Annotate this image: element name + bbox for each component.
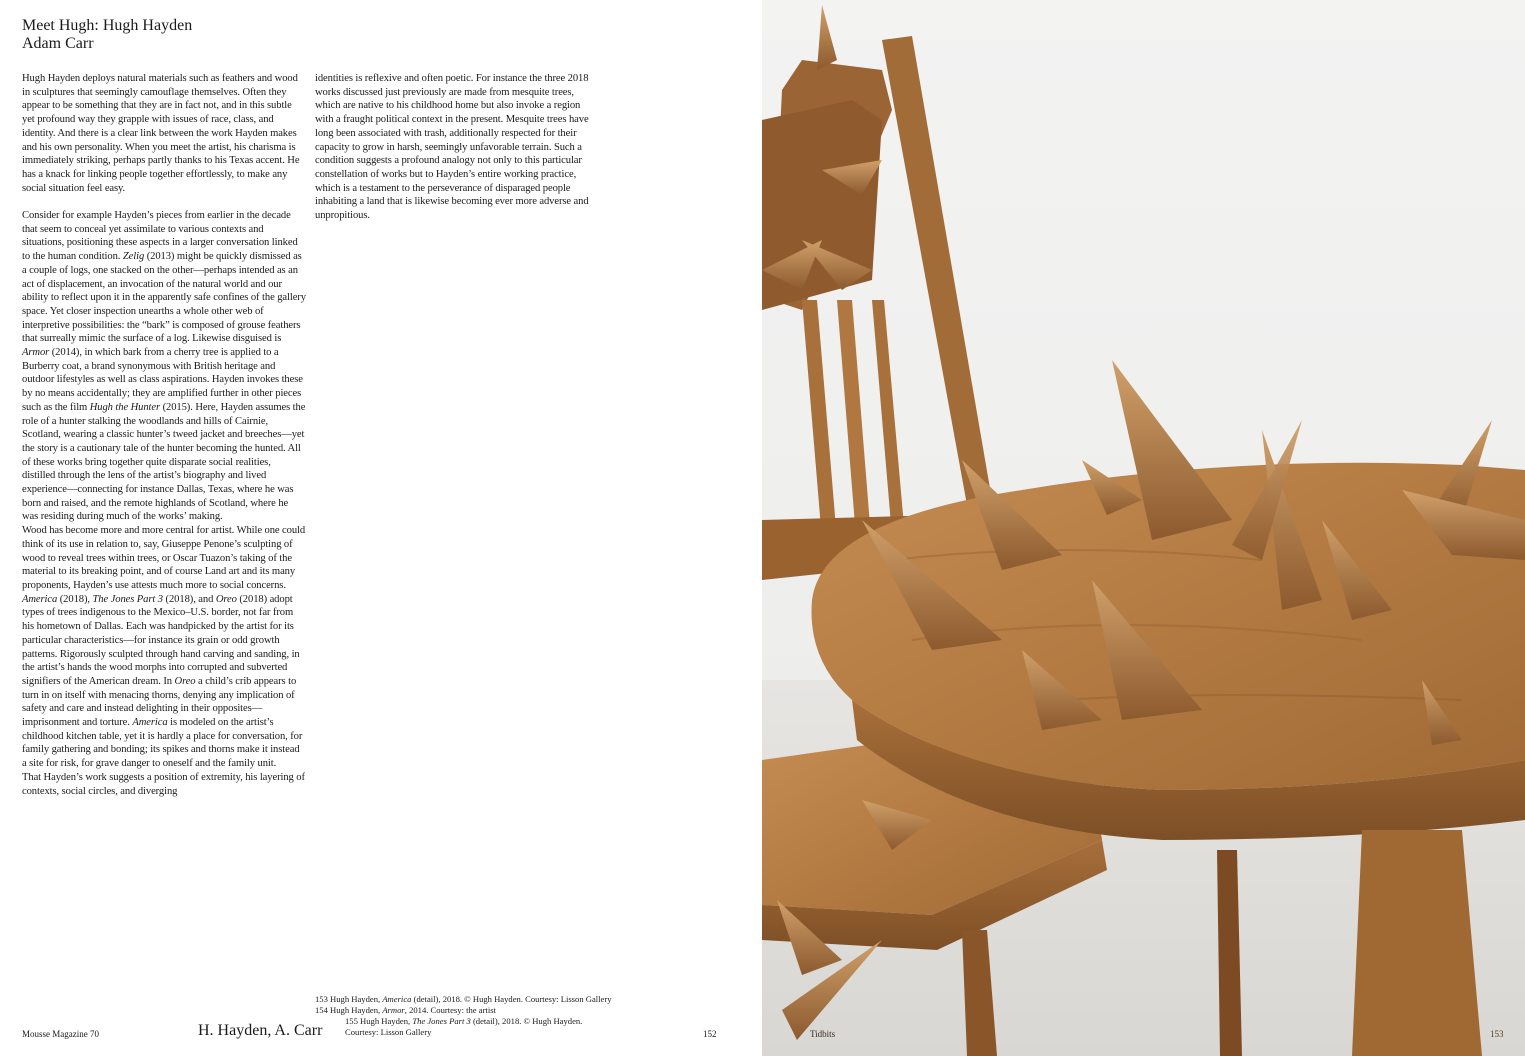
paragraph-5: identities is reflexive and often poetic. For instance the three 2018 works discussed just previously are made from mesquite trees, which are native to his childhood home but also invoke a region with a fraught political context in the present. Mesquite trees have long been associated with trash, additionally respected for their capacity to grow in harsh, seemingly unfavorable terrain. Such a condition suggests a profound analogy not only to this particular constellation of works but to Hayden’s entire working practice, which is a testament to the perseverance of disparaged people inhabiting a land that is likewise becoming ever more adverse and unpropitious. xyxy=(315,73,589,222)
caption-155: 155 Hugh Hayden, The Jones Part 3 (detail), 2018. © Hugh Hayden. xyxy=(345,1016,583,1026)
work-title: Armor xyxy=(22,347,50,359)
footer-section: Tidbits xyxy=(810,1029,836,1039)
work-title: Zelig xyxy=(122,251,145,263)
work-title: America xyxy=(132,717,168,729)
sculpture-photo xyxy=(762,0,1525,1056)
footer-magazine: Mousse Magazine 70 xyxy=(22,1029,99,1039)
article-title xyxy=(22,17,192,53)
caption-155-credit: Courtesy: Lisson Gallery xyxy=(345,1027,432,1037)
work-title: Hugh the Hunter xyxy=(89,401,161,413)
text-column-2 xyxy=(315,72,599,223)
paragraph-1: Hugh Hayden deploys natural materials such as feathers and wood in sculptures that seemingly camouflage themselves. Often they appear to be something that they are in fact not, and in this subtle yet profound way they grapple with issues of race, class, and identity. And there is a clear link between the work Hayden makes and his own personality. When you meet the artist, his charisma is immediately striking, perhaps partly thanks to his Texas accent. He has a knack for linking people together effortlessly, to make any social situation feel easy. xyxy=(22,73,300,194)
caption-153: 153 Hugh Hayden, America (detail), 2018. © Hugh Hayden. Courtesy: Lisson Gallery xyxy=(315,994,612,1004)
work-title: America xyxy=(22,593,58,605)
title-line: Meet Hugh: Hugh Hayden xyxy=(22,17,193,34)
page-number-left: 152 xyxy=(703,1029,717,1039)
caption-154: 154 Hugh Hayden, Armor, 2014. Courtesy: the artist xyxy=(315,1005,496,1015)
page-number-right: 153 xyxy=(1490,1029,1504,1039)
footer-authors: H. Hayden, A. Carr xyxy=(198,1022,323,1039)
text-column-1 xyxy=(22,72,306,798)
right-page-photo xyxy=(762,0,1525,1056)
paragraph-3: Wood has become more and more central for artist. While one could think of its use in relation to, say, Giuseppe Penone’s sculpting of wood to reveal trees within trees, or Oscar Tuazon’s taking of the material to its breaking point, and of course Land art and its many proponents, Hayden’s use attests much more to social concerns. America (2018), The Jones Part 3 (2018), and Oreo (2018) adopt types of trees indigenous to the Mexico–U.S. border, not far from his hometown of Dallas. Each was handpicked by the artist for its particular characteristics—for instance its grain or odd growth patterns. Rigorously sculpted through hand carving and sanding, in the artist’s hands the wood morphs into corrupted and subverted signifiers of the American dream. In Oreo a child’s crib appears to turn in on itself with menacing thorns, denying any implication of safety and care and instead delighting in their opposites—imprisonment and torture. America is modeled on the artist’s childhood kitchen table, yet it is hardly a place for conversation, for family gathering and bonding; its spikes and thorns make it instead a site for risk, for grave danger to oneself and the family unit. xyxy=(22,525,306,770)
chair-back xyxy=(762,36,992,580)
paragraph-4: That Hayden’s work suggests a position of extremity, his layering of contexts, social circles, and diverging xyxy=(22,771,305,797)
image-captions xyxy=(315,994,655,1038)
work-title: The Jones Part 3 xyxy=(92,593,163,605)
work-title: Oreo xyxy=(174,675,196,687)
left-page xyxy=(0,0,762,1056)
author-line: Adam Carr xyxy=(22,35,94,52)
paragraph-2: Consider for example Hayden’s pieces from earlier in the decade that seem to conceal yet assimilate to various contexts and situations, positioning these aspects in a larger conversation linked to the human condition. Zelig (2013) might be quickly dismissed as a couple of logs, one stacked on the other—perhaps intended as an act of displacement, an invocation of the natural world and our ability to reflect upon it in the apparently safe confines of the gallery space. Yet closer inspection unearths a whole other web of interpretive possibilities: the “bark” is composed of grouse feathers that surreally mimic the surface of a log. Likewise disguised is Armor (2014), in which bark from a cherry tree is applied to a Burberry coat, a brand synonymous with British heritage and outdoor lifestyles as well as class aspirations. Hayden invokes these by no means accidentally; they are amplified further in other pieces such as the film Hugh the Hunter (2015). Here, Hayden assumes the role of a hunter stalking the woodlands and hills of Cairnie, Scotland, wearing a classic hunter’s tweed jacket and breeches—yet the story is a cautionary tale of the hunter becoming the hunted. All of these works bring together quite disparate social realities, distilled through the lens of the artist’s biography and lived experience—connecting for instance Dallas, Texas, where he was born and raised, and the remote highlands of Scotland, where he was residing during much of the works’ making. xyxy=(22,210,306,523)
work-title: Oreo xyxy=(215,593,237,605)
